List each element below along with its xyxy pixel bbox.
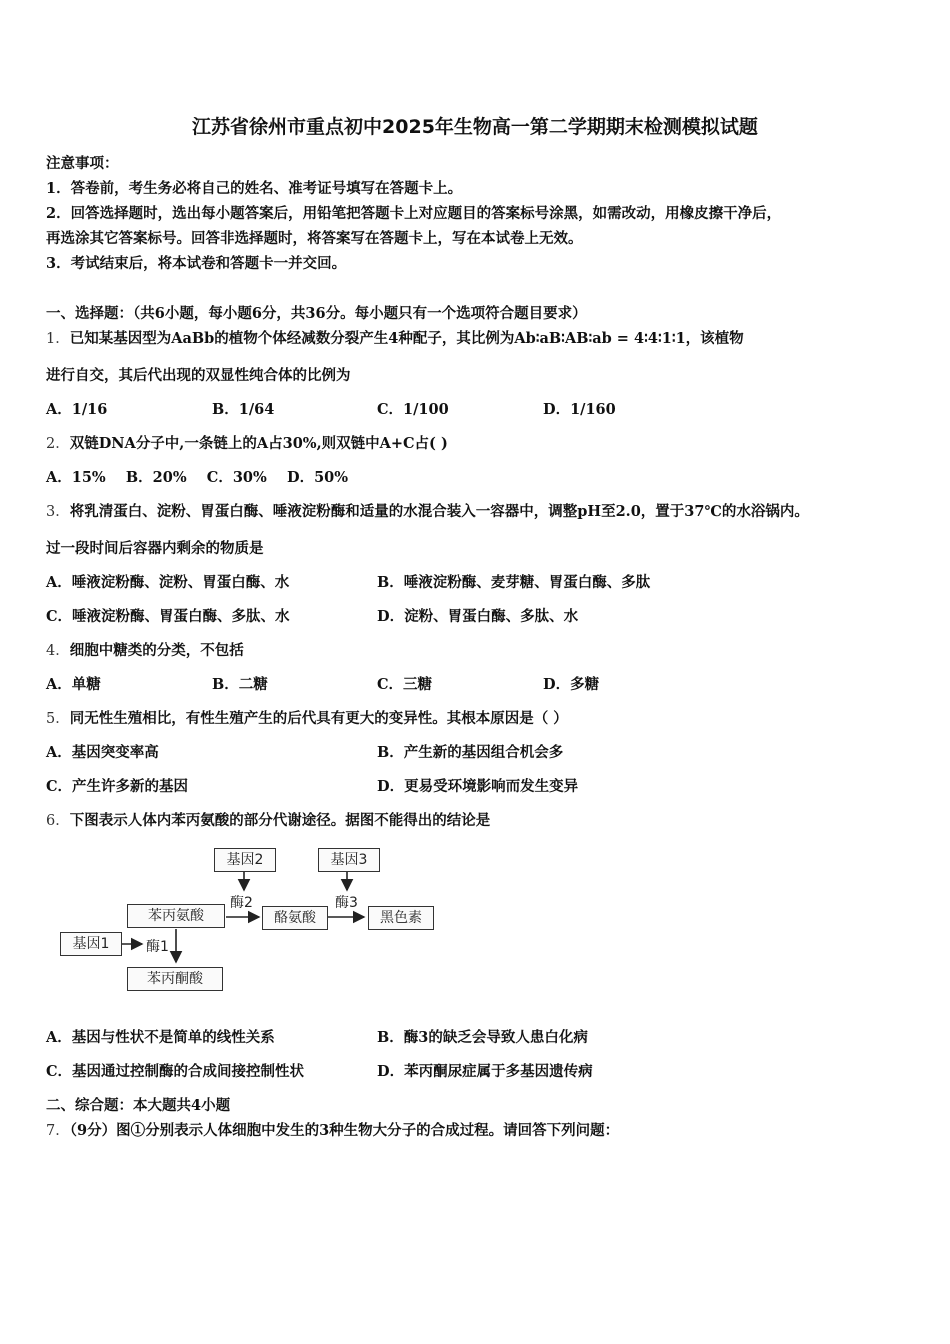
q4-option-c: C．三糖 [377, 676, 433, 693]
question-text: 已知某基因型为AaBb的植物个体经减数分裂产生4种配子，其比例为Ab∶aB∶AB∶ab = 4∶4∶1∶1，该植物 [69, 330, 744, 347]
question-5 [46, 707, 568, 728]
question-text: 下图表示人体内苯丙氨酸的部分代谢途径。据图不能得出的结论是 [69, 812, 491, 829]
question-7 [46, 1119, 619, 1140]
question-number: 1． [46, 331, 70, 347]
enzyme3-label: 酶3 [335, 895, 358, 911]
q4-option-d: D．多糖 [543, 676, 600, 693]
q3-option-c: C．唾液淀粉酶、胃蛋白酶、多肽、水 [46, 608, 290, 625]
question-number: 2． [46, 436, 70, 452]
gene3-box: 基因3 [318, 848, 380, 872]
question-text: 同无性生殖相比，有性生殖产生的后代具有更大的变异性。其根本原因是（ ） [69, 710, 568, 727]
q3-option-b: B．唾液淀粉酶、麦芽糖、胃蛋白酶、多肽 [377, 574, 651, 591]
question-number: 7． [46, 1123, 70, 1139]
q6-option-d: D．苯丙酮尿症属于多基因遗传病 [377, 1063, 593, 1080]
phenylpyruvate-box: 苯丙酮酸 [127, 967, 223, 991]
q1-option-b: B．1/64 [212, 401, 275, 418]
notice-item-1: 1．答卷前，考生务必将自己的姓名、准考证号填写在答题卡上。 [46, 180, 463, 197]
question-number: 4． [46, 643, 70, 659]
melanin-box: 黑色素 [368, 906, 434, 930]
notice-item-2-cont: 再选涂其它答案标号。回答非选择题时，将答案写在答题卡上，写在本试卷上无效。 [46, 230, 583, 247]
question-4 [46, 639, 244, 660]
question-text: 将乳清蛋白、淀粉、胃蛋白酶、唾液淀粉酶和适量的水混合装入一容器中，调整pH至2.0，置于37℃的水浴锅内。 [69, 503, 809, 520]
phenylalanine-box: 苯丙氨酸 [127, 904, 225, 928]
section-1-heading: 一、选择题：（共6小题，每小题6分，共36分。每小题只有一个选项符合题目要求） [46, 305, 587, 322]
enzyme2-label: 酶2 [230, 895, 253, 911]
q5-option-c: C．产生许多新的基因 [46, 778, 189, 795]
page-title: 江苏省徐州市重点初中2025年生物高一第二学期期末检测模拟试题 [192, 116, 758, 138]
question-3-cont: 过一段时间后容器内剩余的物质是 [46, 540, 264, 557]
notice-item-2: 2．回答选择题时，选出每小题答案后，用铅笔把答题卡上对应题目的答案标号涂黑，如需改动，用橡皮擦干净后， [46, 205, 782, 222]
section-2-heading: 二、综合题：本大题共4小题 [46, 1097, 231, 1114]
q6-option-a: A．基因与性状不是简单的线性关系 [46, 1029, 275, 1046]
question-1-cont: 进行自交，其后代出现的双显性纯合体的比例为 [46, 367, 351, 384]
q1-option-a: A．1/16 [46, 401, 108, 418]
gene2-box: 基因2 [214, 848, 276, 872]
question-3 [46, 500, 809, 521]
question-2 [46, 432, 448, 453]
q5-option-d: D．更易受环境影响而发生变异 [377, 778, 579, 795]
question-number: 5． [46, 711, 70, 727]
question-6 [46, 809, 490, 830]
q3-option-d: D．淀粉、胃蛋白酶、多肽、水 [377, 608, 579, 625]
question-number: 3． [46, 504, 70, 520]
notice-item-3: 3．考试结束后，将本试卷和答题卡一并交回。 [46, 255, 347, 272]
notice-heading: 注意事项： [46, 155, 119, 172]
q4-option-b: B．二糖 [212, 676, 268, 693]
question-text: （9分）图①分别表示人体细胞中发生的3种生物大分子的合成过程。请回答下列问题： [69, 1122, 620, 1139]
q5-option-b: B．产生新的基因组合机会多 [377, 744, 564, 761]
q1-option-d: D．1/160 [543, 401, 616, 418]
q5-option-a: A．基因突变率高 [46, 744, 159, 761]
gene1-box: 基因1 [60, 932, 122, 956]
tyrosine-box: 酪氨酸 [262, 906, 328, 930]
q3-option-a: A．唾液淀粉酶、淀粉、胃蛋白酶、水 [46, 574, 290, 591]
metabolic-pathway-diagram [56, 842, 446, 1002]
question-number: 6． [46, 813, 70, 829]
q6-option-b: B．酶3的缺乏会导致人患白化病 [377, 1029, 588, 1046]
q6-option-c: C．基因通过控制酶的合成间接控制性状 [46, 1063, 305, 1080]
q1-option-c: C．1/100 [377, 401, 449, 418]
enzyme1-label: 酶1 [146, 939, 169, 955]
question-1 [46, 327, 744, 348]
question-text: 细胞中糖类的分类，不包括 [69, 642, 244, 659]
question-text: 双链DNA分子中,一条链上的A占30%,则双链中A+C占( ) [69, 435, 448, 452]
q2-options: A．15% B．20% C．30% D．50% [46, 469, 349, 486]
q4-option-a: A．单糖 [46, 676, 101, 693]
